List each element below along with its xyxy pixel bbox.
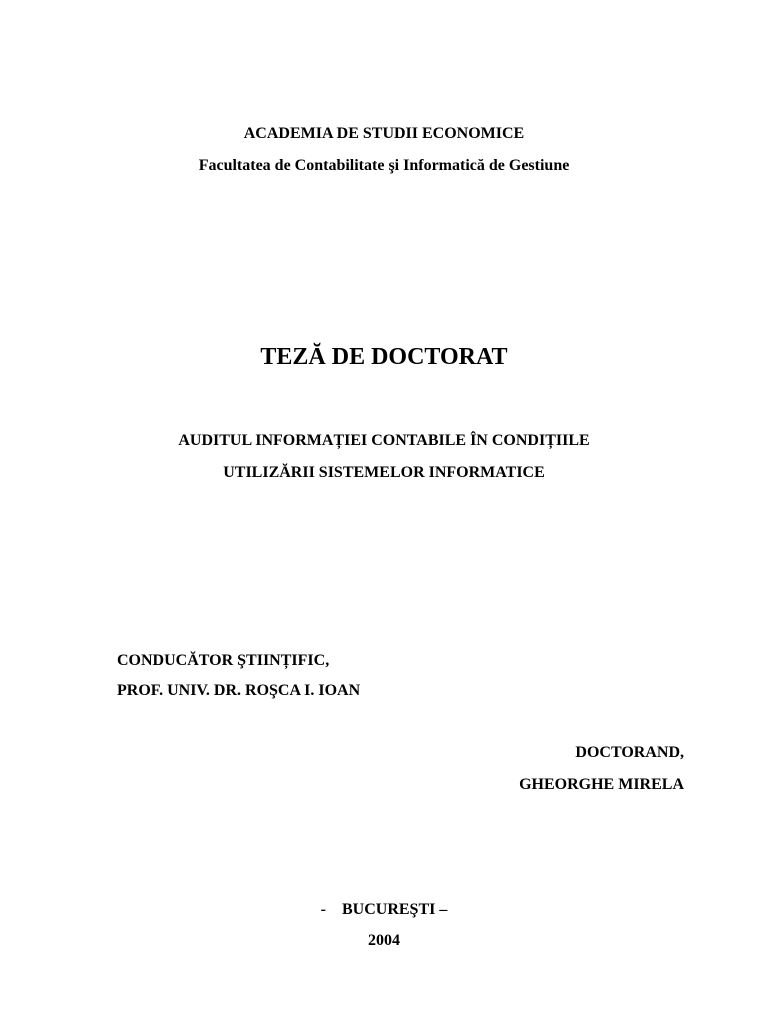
document-type-title: TEZĂ DE DOCTORAT [260,344,508,370]
thesis-title-line-2: UTILIZĂRII SISTEMELOR INFORMATICE [223,464,545,481]
institution-name: ACADEMIA DE STUDII ECONOMICE [243,125,525,142]
year: 2004 [368,932,400,949]
thesis-title-line-1: AUDITUL INFORMAȚIEI CONTABILE ÎN CONDIȚIILE [178,432,590,449]
candidate-name: GHEORGHE MIRELA [519,776,684,793]
city: - BUCUREŞTI – [320,901,448,918]
supervisor-label: CONDUCĂTOR ŞTIINȚIFIC, [117,652,330,669]
faculty-name: Facultatea de Contabilitate şi Informatică de Gestiune [198,157,570,174]
candidate-label: DOCTORAND, [575,744,684,761]
supervisor-name: PROF. UNIV. DR. ROŞCA I. IOAN [117,682,361,699]
